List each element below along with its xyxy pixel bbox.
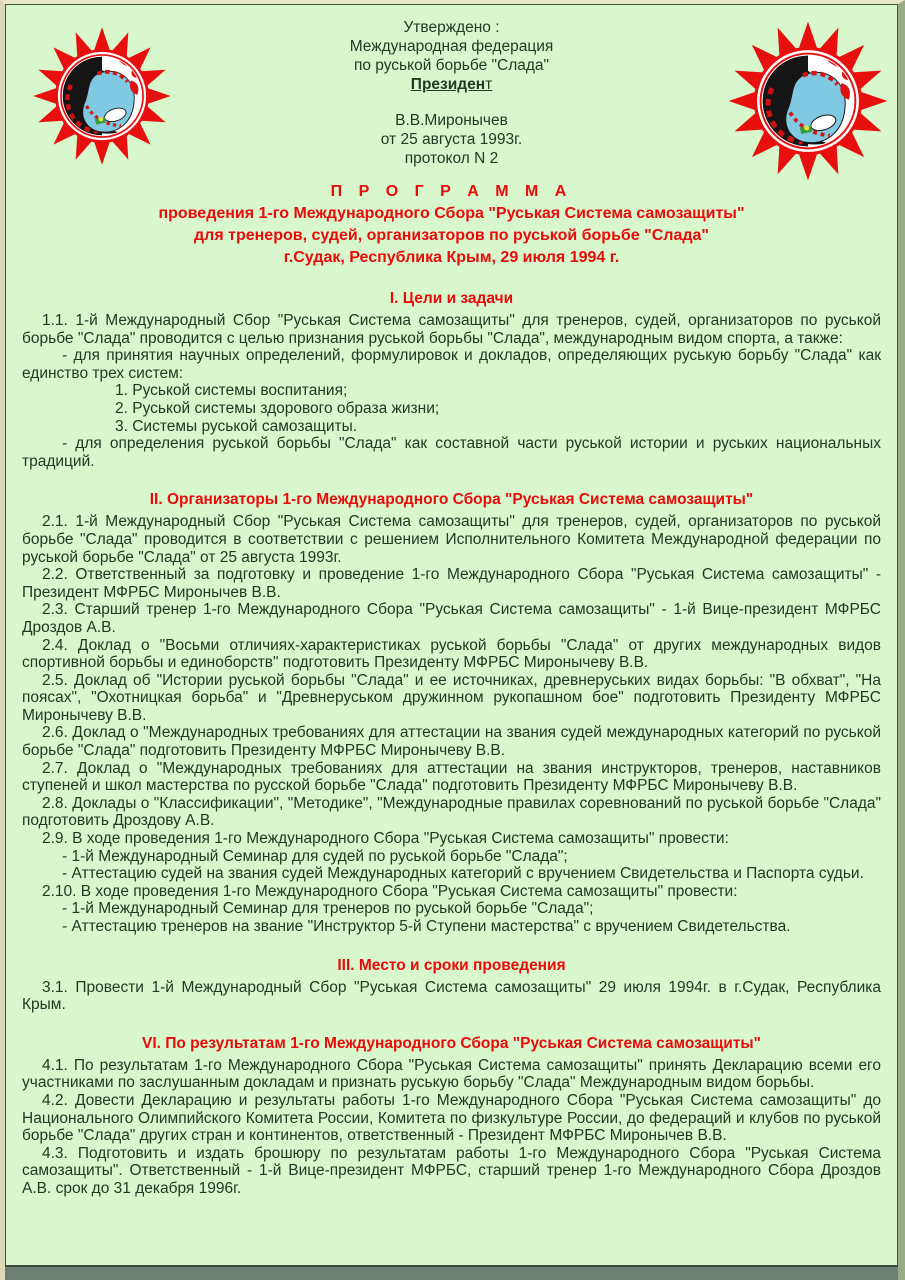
paragraph: 2.4. Доклад о "Восьми отличиях-характеристиках руськой борьбы "Слада" от других международных видов спортивной борьбы и единоборств" подготовить Президенту МФРБС Миронычеву В.В. [22,636,881,672]
president-label: Президент [410,76,493,93]
paragraph: 2.5. Доклад об "Истории руськой борьбы "Слада" и ее источниках, древнеруських видах борьбы: "В обхват", "На поясах", "Охотницкая борьба" и "Древнеруськом дружинном рукопашном бое" подготовить Президенту МФРБС Миронычеву В.В. [22,671,881,724]
paragraph: 4.1. По результатам 1-го Международного Сбора "Руськая Система самозащиты" принять Декларацию всеми его участниками по заслушанным докладам и признать руськую борьбу "Слада" Международным видом борьбы. [22,1056,881,1092]
section-heading: VI. По результатам 1-го Международного Сбора "Руськая Система самозащиты" [141,1034,761,1052]
paragraph: 2.7. Доклад о "Международных требованиях для аттестации на звания инструкторов, тренеров, наставников ступеней и школ мастерства по русской борьбе "Слада" подготовить Президенту МФРБС Миронычеву В.В. [22,759,881,795]
paragraph: - 1-й Международный Семинар для тренеров по руськой борьбе "Слада"; [62,900,594,918]
title-line: П Р О Г Р А М М А [330,183,573,200]
paragraph: 2.8. Доклады о "Классификации", "Методике", "Международные правилах соревнований по руськой борьбе "Слада" подготовить Дроздову А.В. [22,794,881,830]
section-organizers [22,491,881,935]
paragraph: 2.1. 1-й Международный Сбор "Руськая Система самозащиты" для тренеров, судей, организаторов по руськой борьбе "Слада" проводится в соответствии с решением Исполнительного Комитета Международной федерации по руськой борьбе "Слада" от 25 августа 1993г. [22,513,881,566]
page-bottom-edge [0,1265,905,1280]
paragraph: 2.6. Доклад о "Международных требованиях для аттестации на звания судей международных категорий по руськой борьбе "Слада" подготовить Президенту МФРБС Миронычеву В.В. [22,724,881,760]
approval-line: Международная федерация [349,38,554,55]
approval-line: Утверждено : [403,19,500,36]
paragraph: 4.2. Довести Декларацию и результаты работы 1-го Международного Сбора "Руськая Система самозащиты" до Национального Олимпийского Комитета России, Комитета по физкультуре России, до федераций и клубов по руськой борьбе "Слада" других стран и континентов, ответственный - Президент МФРБС Миронычев В.В. [22,1091,881,1145]
list-item: 1. Руськой системы воспитания; [115,382,348,400]
federation-emblem-icon [31,22,173,170]
paragraph: 2.2. Ответственный за подготовку и проведение 1-го Международного Сбора "Руськая Система самозащиты" - Президент МФРБС Миронычев В.В. [22,566,881,601]
paragraph: - Аттестацию тренеров на звание "Инструктор 5-й Ступени мастерства" с вручением Свидетельства. [62,918,791,935]
paragraph: - Аттестацию судей на звания судей Международных категорий с вручением Свидетельства и Паспорта судьи. [62,865,864,883]
section-goals [22,290,881,470]
paragraph: - для определения руськой борьбы "Слада" как составной части руськой истории и руських национальных традиций. [22,435,881,470]
section-heading: I. Цели и задачи [389,290,514,307]
federation-emblem-icon [726,16,890,186]
list-item: 3. Системы руськой самозащиты. [115,417,358,435]
paragraph: 2.3. Старший тренер 1-го Международного Сбора "Руськая Система самозащиты" - 1-й Вице-президент МФРБС Дроздов А.В. [22,601,881,636]
paragraph: 4.3. Подготовить и издать брошюру по результатам работы 1-го Международного Сбора "Руськая Система самозащиты". Ответственный - 1-й Вице-президент МФРБС, старший тренер 1-го Международного Сбора Дроздов А.В. срок до 31 декабря 1996г. [22,1144,881,1197]
title-line: для тренеров, судей, организаторов по руськой борьбе "Слада" [194,227,709,244]
section-results [22,1035,881,1198]
title-line: проведения 1-го Международного Сбора "Руськая Система самозащиты" [158,205,745,222]
paragraph: 2.10. В ходе проведения 1-го Международного Сбора "Руськая Система самозащиты" провести: [42,882,738,900]
paragraph: 1.1. 1-й Международный Сбор "Руськая Система самозащиты" для тренеров, судей, организаторов по руськой борьбе "Слада" проводится с целью признания руськой борьбы "Слада", международным видом спорта, а также: [22,312,881,347]
approval-line: по руськой борьбе "Слада" [353,57,550,74]
section-heading: II. Организаторы 1-го Международного Сбора "Руськая Система самозащиты" [149,491,754,509]
signature-date: от 25 августа 1993г. [380,131,523,148]
signature-protocol: протокол N 2 [404,150,499,167]
signature-name: В.В.Миронычев [395,112,508,129]
title-line: г.Судак, Республика Крым, 29 июля 1994 г. [283,249,620,266]
paragraph: 3.1. Провести 1-й Международный Сбор "Руськая Система самозащиты" 29 июля 1994г. в г.Судак, Республика Крым. [22,978,881,1014]
paragraph: - 1-й Международный Семинар для судей по руськой борьбе "Слада"; [62,847,568,865]
list-item: 2. Руськой системы здорового образа жизни; [115,399,440,417]
section-heading: III. Место и сроки проведения [337,956,566,974]
section-place-dates [22,957,881,1014]
document-title [22,181,881,269]
paragraph: 2.9. В ходе проведения 1-го Международного Сбора "Руськая Система самозащиты" провести: [42,830,729,848]
paragraph: - для принятия научных определений, формулировок и докладов, определяющих руськую борьбу "Слада" как единство трех систем: [22,347,881,382]
